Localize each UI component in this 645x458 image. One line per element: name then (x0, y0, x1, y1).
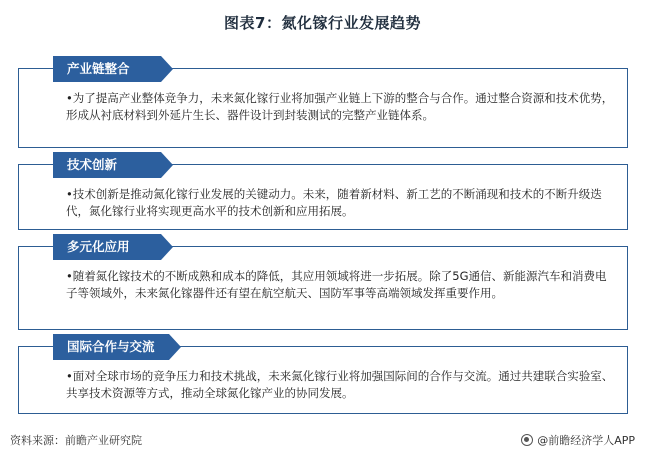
section-industry-chain (18, 56, 628, 148)
section-diversified-application (18, 234, 628, 330)
section-text: •为了提高产业整体竞争力，未来氮化镓行业将加强产业链上下游的整合与合作。通过整合资源和技术优势，形成从衬底材料到外延片生长、器件设计到封装测试的完整产业链体系。 (66, 91, 614, 122)
source-note: 资料来源：前瞻产业研究院 (10, 434, 142, 447)
section-international-cooperation (18, 334, 628, 414)
section-text: •技术创新是推动氮化镓行业发展的关键动力。未来，随着新材料、新工艺的不断涌现和技术的不断升级迭代，氮化镓行业将实现更高水平的技术创新和应用拓展。 (66, 187, 602, 218)
section-header: 技术创新 (53, 152, 161, 178)
section-text: •随着氮化镓技术的不断成熟和成本的降低，其应用领域将进一步拓展。除了5G通信、新能源汽车和消费电子等领域外，未来氮化镓器件还有望在航空航天、国防军事等高端领域发挥重要作用。 (66, 269, 607, 300)
brand-logo-icon (521, 434, 533, 446)
brand-label: @前瞻经济学人APP (537, 434, 635, 447)
section-text: •面对全球市场的竞争压力和技术挑战，未来氮化镓行业将加强国际间的合作与交流。通过共建联合实验室、共享技术资源等方式，推动全球氮化镓产业的协同发展。 (66, 369, 614, 400)
page-title: 图表7：氮化镓行业发展趋势 (224, 14, 421, 32)
section-header: 多元化应用 (53, 234, 161, 260)
section-header: 产业链整合 (53, 56, 161, 82)
brand-credit (521, 432, 635, 448)
section-tech-innovation (18, 152, 628, 230)
section-header: 国际合作与交流 (53, 334, 169, 360)
